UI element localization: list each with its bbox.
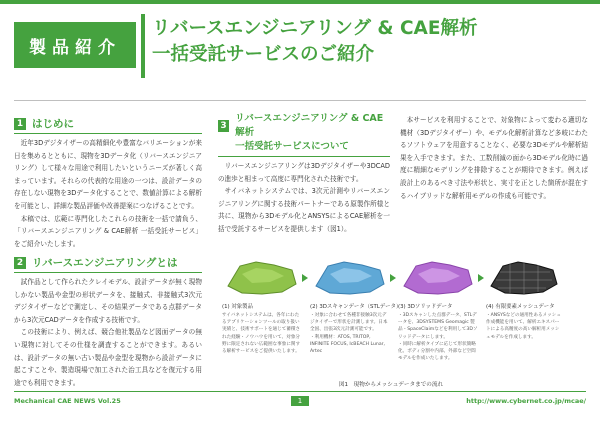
figure-panel-4 <box>486 256 562 341</box>
panel-1-title: (1) 対象製品 <box>222 304 253 310</box>
footer-url-link[interactable]: http://www.cybernet.co.jp/mcae/ <box>466 397 586 405</box>
panel-4-title: (4) 有限要素メッシュデータ <box>486 304 555 310</box>
section-2-number: 2 <box>14 257 26 269</box>
figure-1 <box>218 256 564 376</box>
panel-2-text: ・対象に合わせて各種非接触3次元デジタイザーで形状を計測します。日本全国、出張3次元計測可能です。 ・利用機材：ATOS, TRITOP, INFINITE FOCUS, IcBEACH Lunar, Artec <box>310 313 388 355</box>
section-2-rule <box>14 272 202 273</box>
panel-2-image <box>310 256 390 298</box>
section-1-para-2: 本稿では、広範に専門化したこれらの技術を一括で請負う、「リバースエンジニアリング & CAE解析 一括受託サービス」をご紹介いたします。 <box>14 214 202 248</box>
category-badge: 製品紹介 <box>14 22 136 68</box>
panel-3-image <box>398 256 478 298</box>
section-3-rule <box>218 156 390 157</box>
section-2-para-2: この技術により、例えば、競合他社製品など図面データの無い現物に対してその仕様を調査することができます。あるいは、設計データの無い古い製品や金型を現物から設計データに起こすことや、製造現場で加工された治工具などを復元する用途でも利用できます。 <box>14 328 202 387</box>
section-1-number: 1 <box>14 118 26 130</box>
section-3-heading-line2: 一括受託サービスについて <box>235 141 349 152</box>
figure-panel-1 <box>222 256 302 355</box>
page-title <box>152 16 592 68</box>
page-number: 1 <box>291 396 309 406</box>
panel-3-text: ・3Dスキャンした点群データ、STLデータを、3DSYSTEMS Geomagic 製品・SpaceClaimなどを利用して3Dソリッドデータにします。 ・同時に解析タイプに応じて形状簡略化、ボディ分割や内部、外部など空間モデルを作成いたします。 <box>398 313 478 362</box>
footer-publication: Mechanical CAE NEWS Vol.25 <box>14 397 121 405</box>
section-2-heading: リバースエンジニアリングとは <box>32 257 178 269</box>
arrow-2-3-icon <box>390 274 396 282</box>
header-divider <box>14 100 586 101</box>
arrow-3-4-icon <box>478 274 484 282</box>
column-3-para-1: 本サービスを利用することで、対象物によって変わる適切な機材（3Dデジタイザー）や、モデル化解析計算など多岐にわたるソフトウェアを用意することなく、必要な3Dモデルや解析結果を入手できます。また、工数削減の面から3Dモデル化時に過度に精細なモデリングを排除することが期待できます。例えば設計上のあるべき寸法や形状と、実寸を正とした箇所が混在するハイブリッドな解析用モデルの作成も可能です。 <box>400 116 588 200</box>
section-3 <box>218 112 390 236</box>
panel-1-text: サイバネットシステムは、各年にわたるアプリケーションツールの取り扱い実績と、技術サポートを通じて蓄積された経験・ノウハウを用いて、対象分野に限定されない広範囲な事象に関する解析サービスをご提供いたします。 <box>222 313 301 355</box>
page-title-line1: リバースエンジニアリング & CAE解析 <box>152 18 478 39</box>
section-1-para-1: 近年3Dデジタイザーの高精細化や豊富なバリエーションが来日を集めるとともに、現物を3Dデータ化（リバースエンジニアリング）して様々な用途で利用したいというニーズが著しく高まっています。それらの代表的な用途の一つは、設計データの存在しない現物を3Dデータ化することで、数値計算による解析を可能とし、詳細な製品評価や改善提案につなげることです。 <box>14 139 202 210</box>
figure-1-caption: 図1 現物からメッシュデータまでの流れ <box>338 382 444 388</box>
section-2 <box>14 256 202 389</box>
section-1-heading: はじめに <box>32 118 74 130</box>
panel-1-image <box>222 256 302 298</box>
section-3-heading-line1: リバースエンジニアリング & CAE解析 <box>235 113 384 138</box>
title-accent-bar <box>141 14 145 78</box>
arrow-1-2-icon <box>302 274 308 282</box>
column-3 <box>400 114 588 202</box>
footer-rule <box>14 391 586 392</box>
panel-2-title: (2) 3Dスキャンデータ（STLデータ） <box>310 304 402 310</box>
figure-panel-3 <box>398 256 478 362</box>
header-top-band <box>0 0 600 4</box>
section-2-para-1: 試作品として作られたクレイモデル、設計データが無く現物しかない製品や金型の形状データを、接触式、非接触式3次元デジタイザーなどで測定し、その結果データである点群データから3次元CADデータを作成する技術です。 <box>14 278 202 324</box>
figure-panel-2 <box>310 256 402 355</box>
page-title-line2: 一括受託サービスのご紹介 <box>152 44 375 65</box>
panel-4-text: ・ANSYSなどの通用性あるメッシュ作成機能を用いて、解析エキスパートによる高精度の高い解析用メッシュモデルを作成します。 <box>486 313 561 340</box>
panel-3-title: (3) 3Dソリッドデータ <box>398 304 453 310</box>
section-3-para-2: サイバネットシステムでは、3次元計測やリバースエンジニアリングに関する技術パートナーである原製作所様と共に、現物から3Dモデル化とANSYSによるCAE解析を一括で受託するサービスを提供します（図1）。 <box>218 187 390 233</box>
section-1 <box>14 117 202 250</box>
panel-4-image <box>486 256 562 298</box>
section-3-number: 3 <box>218 120 229 132</box>
section-3-para-1: リバースエンジニアリングは3Dデジタイザーや3DCADの進歩と相まって高度に専門化された技術です。 <box>218 162 390 183</box>
section-1-rule <box>14 133 202 134</box>
